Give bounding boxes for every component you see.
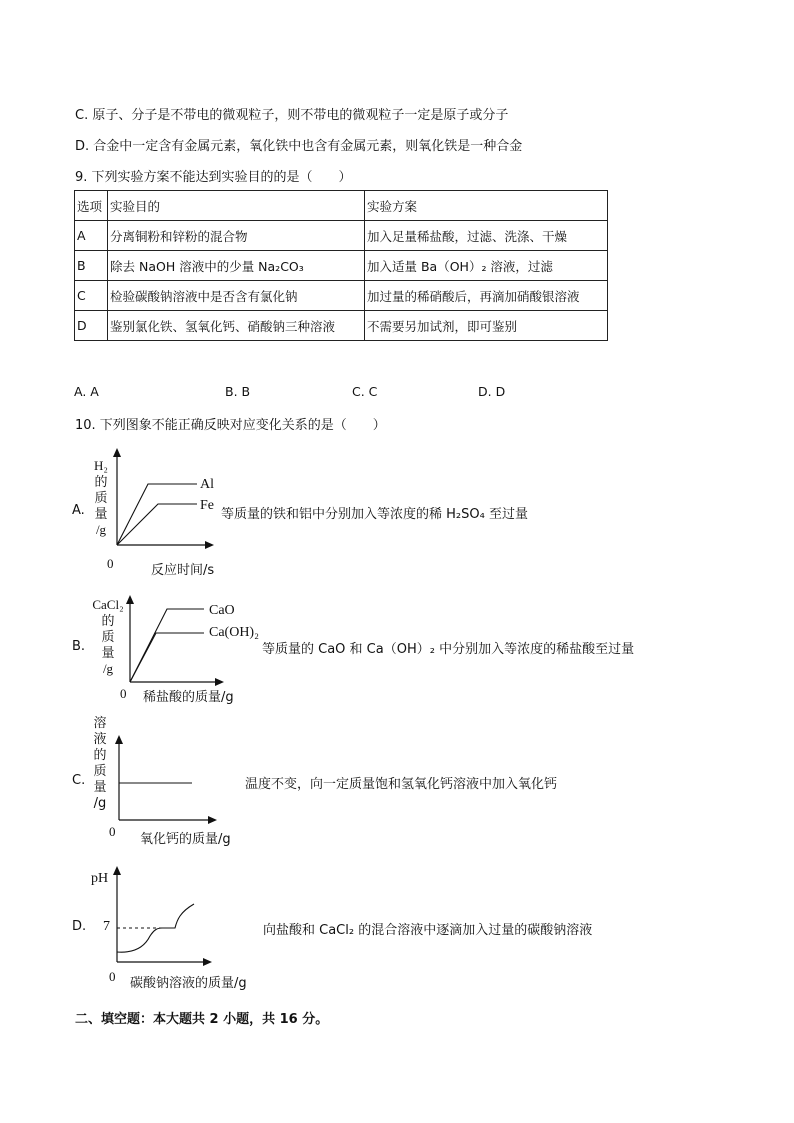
table-cell: 检验碳酸钠溶液中是否含有氯化钠 — [108, 281, 365, 311]
table-cell: 加入足量稀盐酸，过滤、洗涤、干燥 — [365, 221, 608, 251]
x-axis-label: 氧化钙的质量/g — [140, 832, 231, 847]
option-label: C. — [72, 773, 86, 788]
table-header-row — [75, 191, 608, 221]
table-cell: 加过量的稀硝酸后，再滴加硝酸银溶液 — [365, 281, 608, 311]
graph-d — [0, 860, 794, 990]
q9-table — [74, 190, 608, 341]
q9-choice-c: C. C — [352, 384, 378, 399]
q10-stem: 10. 下列图象不能正确反映对应变化关系的是（ ） — [75, 418, 386, 433]
q9-choice-a: A. A — [74, 384, 99, 399]
table-cell: A — [75, 221, 108, 251]
table-header-cell: 选项 — [75, 191, 108, 221]
y-label-part: 质 — [101, 629, 115, 644]
table-cell: B — [75, 251, 108, 281]
y-axis-arrow — [113, 866, 121, 875]
q9-stem: 9. 下列实验方案不能达到实验目的的是（ ） — [75, 170, 352, 185]
y-axis-label: pH — [91, 871, 109, 886]
y-label-part: 液 — [93, 732, 107, 747]
table-row — [75, 251, 608, 281]
series-label-fe: Fe — [200, 498, 214, 513]
y-label-part: 量 — [101, 645, 115, 660]
series-fe-line — [117, 504, 197, 545]
y-label-part: 溶 — [93, 716, 107, 731]
graph-c-description: 温度不变，向一定质量饱和氢氧化钙溶液中加入氧化钙 — [245, 777, 558, 792]
q9-choice-d: D. D — [478, 384, 506, 399]
option-label: D. — [72, 919, 87, 934]
x-axis-label: 稀盐酸的质量/g — [143, 690, 234, 705]
x-axis-arrow — [208, 816, 217, 824]
y-axis-arrow — [113, 448, 121, 457]
y-label-part: /g — [93, 796, 107, 811]
table-cell: 分离铜粉和锌粉的混合物 — [108, 221, 365, 251]
x-axis-arrow — [203, 958, 212, 966]
y-label-part: 量 — [93, 780, 107, 795]
x-axis-arrow — [205, 541, 214, 549]
y-label-part: 的 — [94, 474, 108, 489]
origin-label: 0 — [120, 686, 127, 701]
table-row — [75, 221, 608, 251]
table-cell: D — [75, 311, 108, 341]
y-axis-arrow — [126, 595, 134, 604]
y-label-part: CaCl₂ — [92, 597, 124, 612]
series-label-cao: CaO — [209, 603, 235, 618]
table-cell: C — [75, 281, 108, 311]
option-label: A. — [72, 503, 85, 518]
table-cell: 除去 NaOH 溶液中的少量 Na₂CO₃ — [108, 251, 365, 281]
y-label-part: 质 — [93, 764, 107, 779]
graph-d-description: 向盐酸和 CaCl₂ 的混合溶液中逐滴加入过量的碳酸钠溶液 — [263, 923, 593, 938]
option-label: B. — [72, 639, 86, 654]
q8-option-d: D. 合金中一定含有金属元素，氧化铁中也含有金属元素，则氧化铁是一种合金 — [75, 139, 523, 154]
origin-label: 0 — [109, 824, 116, 839]
table-cell: 不需要另加试剂，即可鉴别 — [365, 311, 608, 341]
table-cell: 鉴别氯化铁、氢氧化钙、硝酸钠三种溶液 — [108, 311, 365, 341]
graph-a-description: 等质量的铁和铝中分别加入等浓度的稀 H₂SO₄ 至过量 — [221, 507, 528, 522]
series-al-line — [117, 484, 197, 545]
origin-label: 0 — [109, 969, 116, 984]
y-tick-7: 7 — [103, 919, 110, 934]
graph-a — [0, 445, 794, 580]
graph-b — [0, 587, 794, 705]
table-cell: 加入适量 Ba（OH）₂ 溶液，过滤 — [365, 251, 608, 281]
x-axis-arrow — [215, 678, 224, 686]
q9-choice-b: B. B — [225, 384, 251, 399]
q8-option-c: C. 原子、分子是不带电的微观粒子，则不带电的微观粒子一定是原子或分子 — [75, 108, 509, 123]
graph-b-description: 等质量的 CaO 和 Ca（OH）₂ 中分别加入等浓度的稀盐酸至过量 — [262, 642, 635, 657]
y-label-part: 质 — [94, 490, 108, 505]
origin-label: 0 — [107, 556, 114, 571]
y-label-part: 的 — [93, 748, 107, 763]
y-label-part: H₂ — [94, 458, 108, 473]
table-header-cell: 实验目的 — [108, 191, 365, 221]
series-caoh2-line — [130, 633, 204, 682]
table-row — [75, 311, 608, 341]
series-label-caoh2: Ca(OH)₂ — [209, 625, 259, 640]
y-label-part: 量 — [94, 506, 108, 521]
x-axis-label: 碳酸钠溶液的质量/g — [130, 976, 247, 991]
table-header-cell: 实验方案 — [365, 191, 608, 221]
x-axis-label: 反应时间/s — [151, 563, 215, 578]
graph-c — [0, 713, 794, 848]
y-label-part: /g — [95, 522, 107, 537]
y-label-part: /g — [102, 661, 114, 676]
table-row — [75, 281, 608, 311]
series-label-al: Al — [200, 477, 214, 492]
y-label-part: 的 — [101, 613, 115, 628]
series-cao-line — [130, 609, 204, 682]
section-2-heading: 二、填空题：本大题共 2 小题，共 16 分。 — [75, 1012, 329, 1027]
y-axis-arrow — [115, 735, 123, 744]
